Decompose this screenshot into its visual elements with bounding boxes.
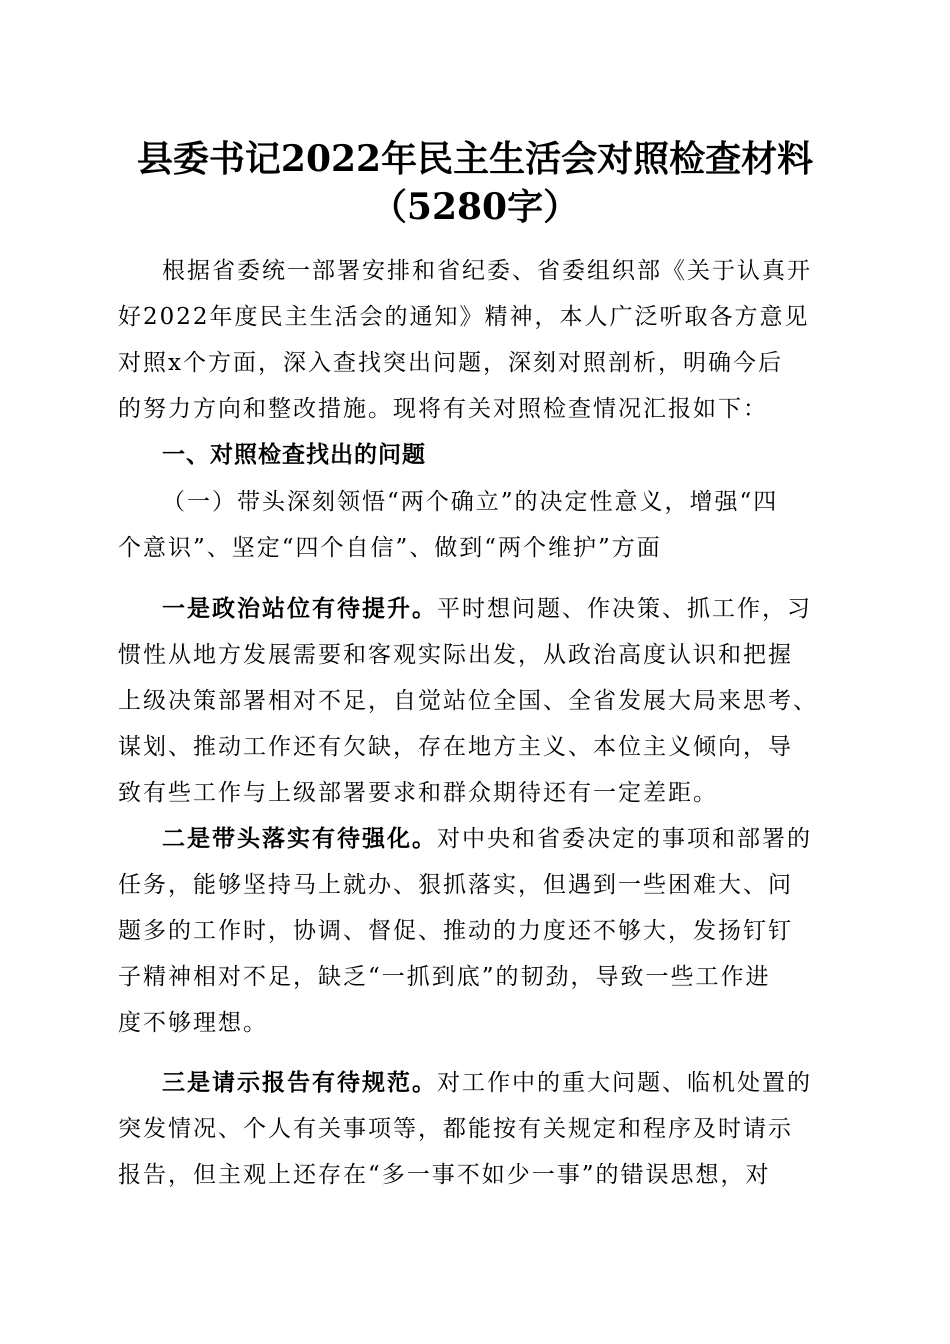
item-line: 谋划、推动工作还有欠缺，存在地方主义、本位主义倾向，导 — [118, 734, 793, 760]
item-line: 惯性从地方发展需要和客观实际出发，从政治高度认识和把握 — [118, 642, 793, 668]
item-line — [162, 1060, 812, 1106]
item-text: 对中央和省委决定的事项和部署的 — [437, 826, 812, 852]
item-lead: 一是政治站位有待提升。 — [162, 595, 437, 622]
item-line: 突发情况、个人有关事项等，都能按有关规定和程序及时请示 — [118, 1116, 793, 1142]
item-line: 上级决策部署相对不足，自觉站位全国、全省发展大局来思考、 — [118, 688, 818, 714]
subsection-heading-line: （一）带头深刻领悟“两个确立”的决定性意义，增强“四 — [162, 489, 779, 515]
item-text: 平时想问题、作决策、抓工作，习 — [437, 596, 812, 622]
subsection-heading-line: 个意识”、坚定“四个自信”、做到“两个维护”方面 — [118, 535, 662, 561]
intro-line: 的努力方向和整改措施。现将有关对照检查情况汇报如下： — [118, 396, 768, 422]
document-title: 县委书记2022年民主生活会对照检查材料 — [136, 138, 814, 180]
document-word-count: （5280字） — [370, 186, 580, 228]
item-line — [162, 816, 812, 862]
section-heading: 一、对照检查找出的问题 — [162, 442, 426, 468]
item-line: 度不够理想。 — [118, 1010, 268, 1036]
intro-line: 好2022年度民主生活会的通知》精神，本人广泛听取各方意见 — [118, 304, 810, 330]
item-line: 报告，但主观上还存在“多一事不如少一事”的错误思想，对 — [118, 1162, 771, 1188]
item-line: 子精神相对不足，缺乏“一抓到底”的韧劲，导致一些工作进 — [118, 964, 771, 990]
intro-line: 根据省委统一部署安排和省纪委、省委组织部《关于认真开 — [162, 258, 812, 284]
intro-line: 对照x个方面，深入查找突出问题，深刻对照剖析，明确今后 — [118, 350, 783, 376]
item-lead: 三是请示报告有待规范。 — [162, 1069, 437, 1096]
item-line: 题多的工作时，协调、督促、推动的力度还不够大，发扬钉钉 — [118, 918, 793, 944]
item-line — [162, 586, 812, 632]
item-lead: 二是带头落实有待强化。 — [162, 825, 437, 852]
item-line: 任务，能够坚持马上就办、狠抓落实，但遇到一些困难大、问 — [118, 872, 793, 898]
item-line: 致有些工作与上级部署要求和群众期待还有一定差距。 — [118, 780, 718, 806]
item-text: 对工作中的重大问题、临机处置的 — [437, 1070, 812, 1096]
